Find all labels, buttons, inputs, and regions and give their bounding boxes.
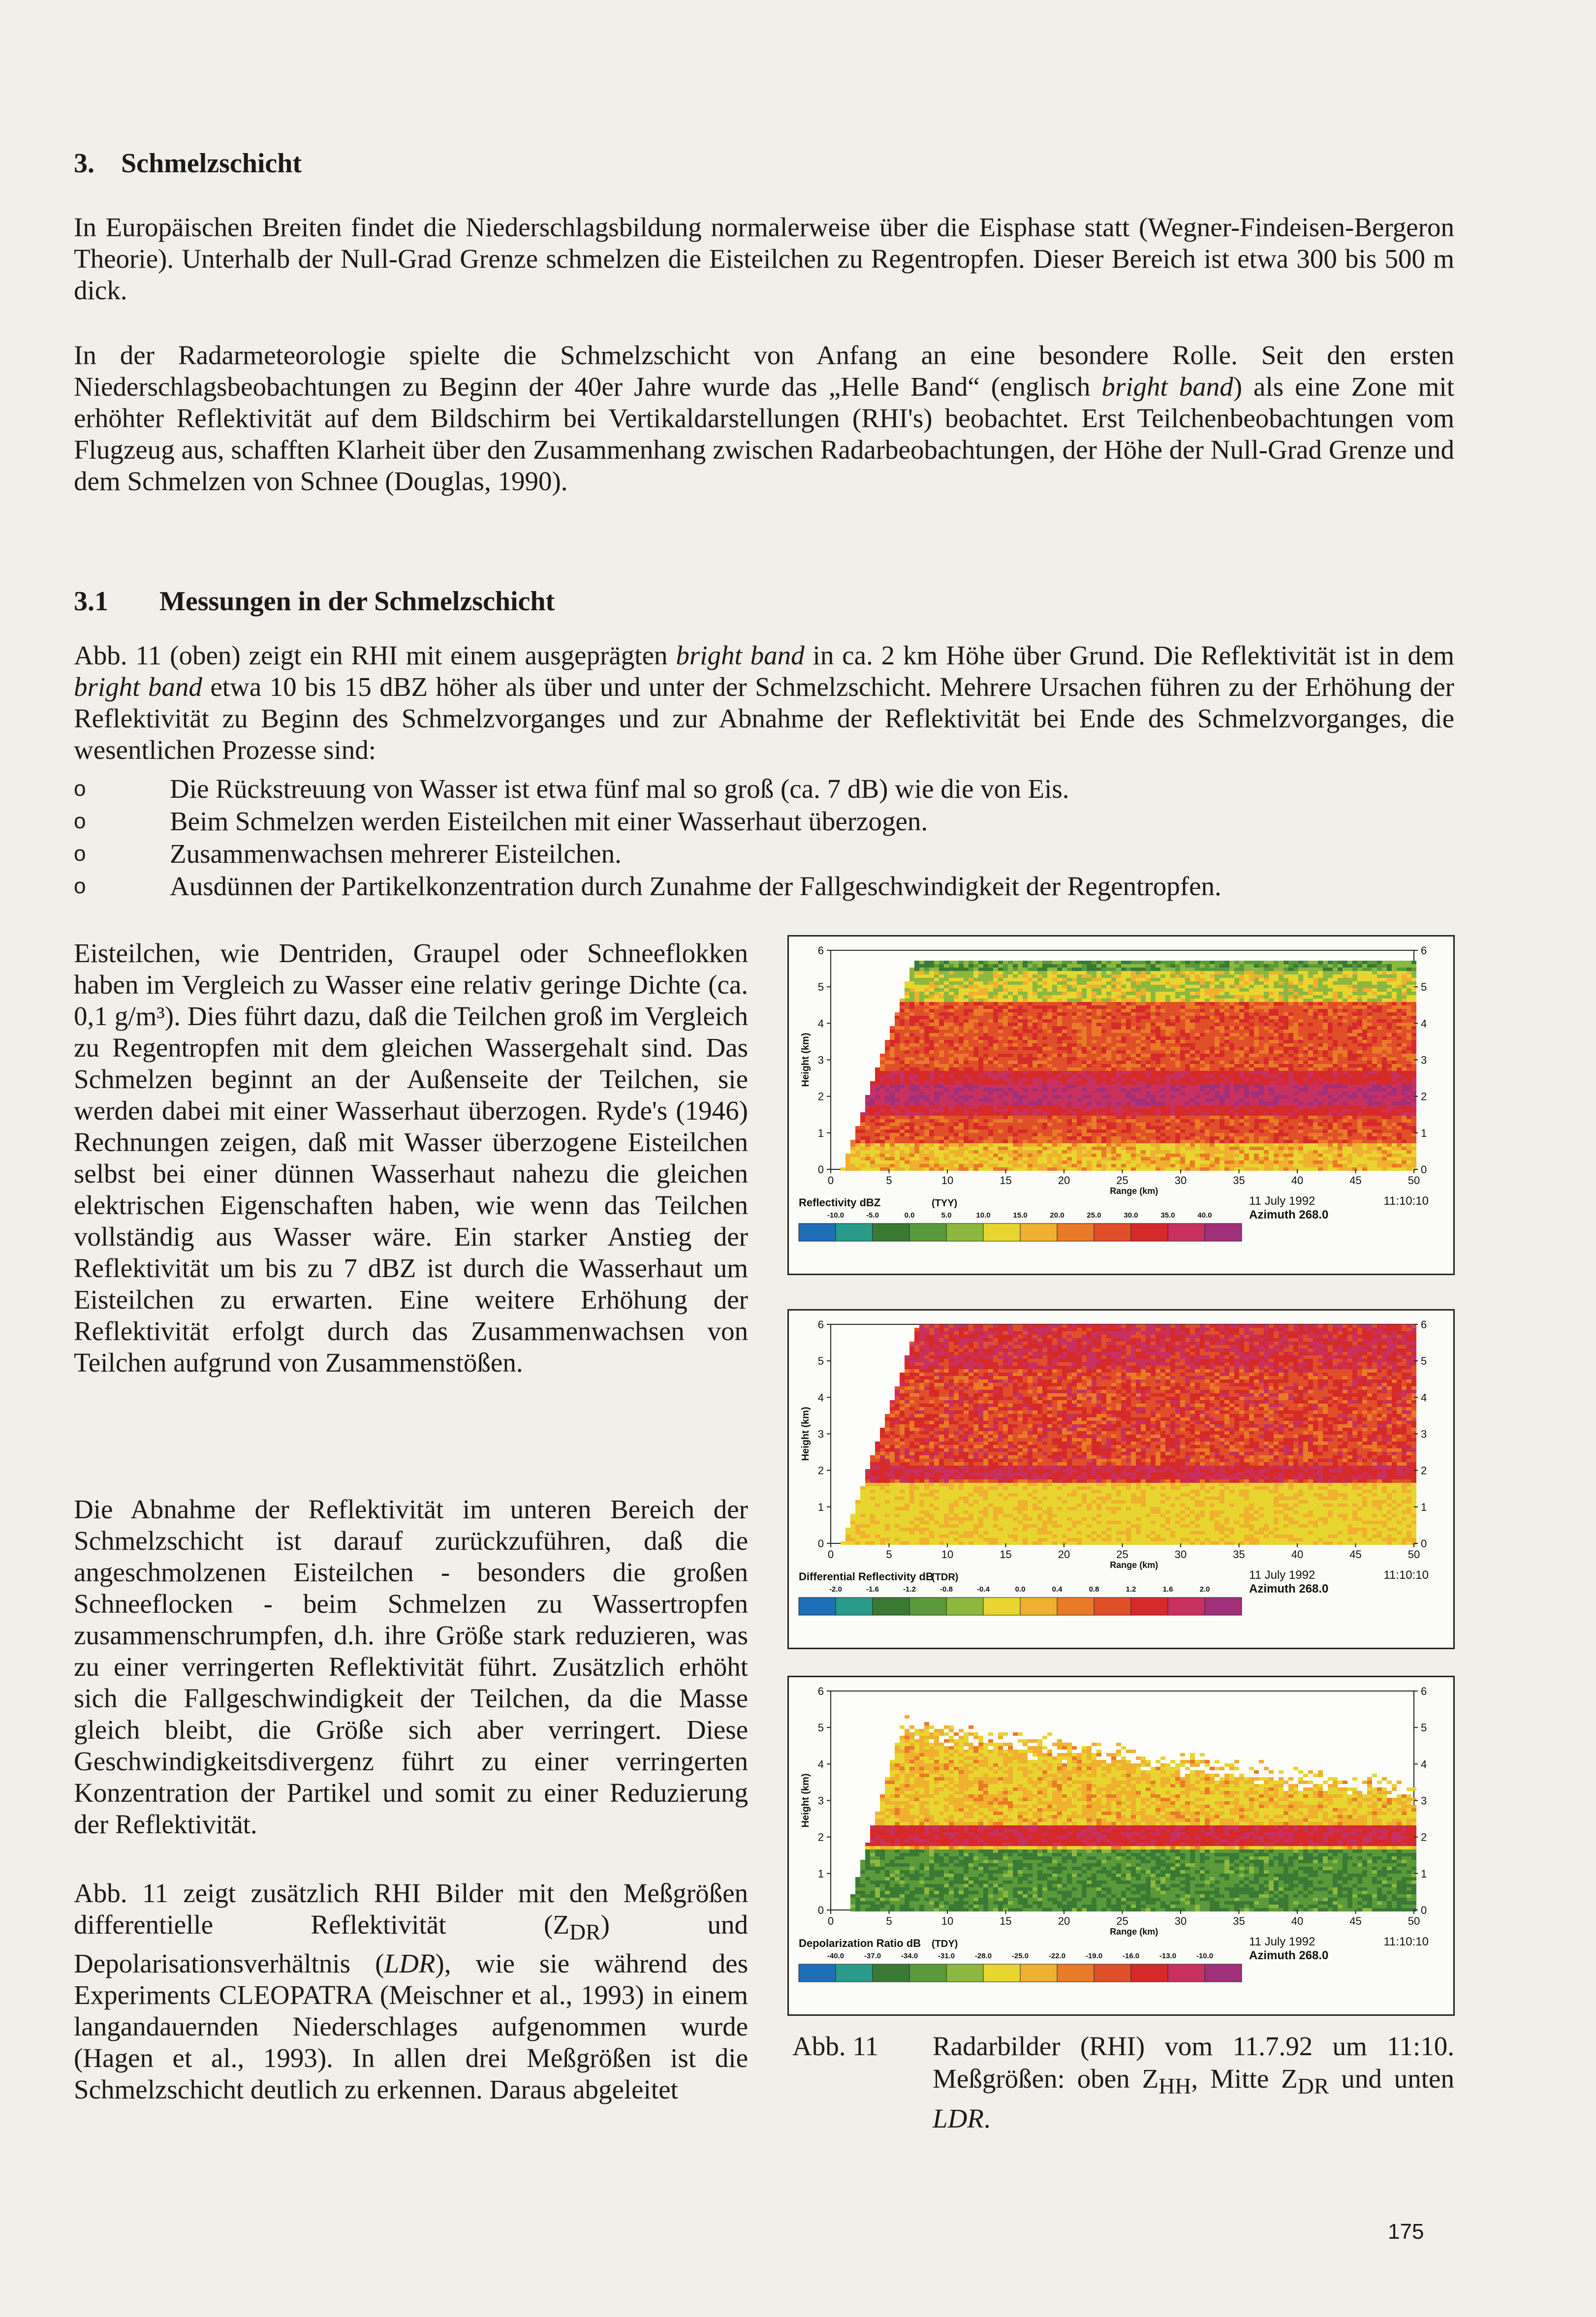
azimuth-label: Azimuth 268.0 [1249,1208,1329,1221]
date-label: 11 July 1992 [1249,1568,1315,1582]
x-tick-label: 45 [1349,1915,1362,1927]
y-tick-label: 6 [1421,1318,1427,1331]
scale-label: 35.0 [1160,1211,1175,1220]
scale-label: -19.0 [1085,1952,1103,1960]
color-scale-swatch [836,1223,873,1241]
color-scale-swatch [836,1964,873,1982]
color-scale-swatch [983,1964,1020,1982]
scale-label: 2.0 [1199,1585,1210,1594]
y-tick-label: 5 [817,1355,824,1368]
x-tick-label: 10 [941,1548,954,1561]
y-tick-label: 6 [817,944,824,957]
quantity-code: (TDR) [932,1572,959,1583]
color-scale-swatch [1205,1223,1242,1241]
scale-label: 30.0 [1124,1211,1138,1220]
radar-echo-field [841,1324,1416,1545]
scale-label: 20.0 [1050,1211,1064,1220]
x-tick-label: 50 [1408,1548,1420,1561]
color-scale-swatch [1168,1597,1205,1615]
y-tick-label: 5 [1421,1355,1427,1368]
y-tick-label: 4 [1421,1758,1427,1771]
scale-label: -10.0 [827,1211,845,1220]
scale-label: -10.0 [1196,1952,1214,1960]
y-tick-label: 1 [1421,1867,1427,1880]
scale-label: -40.0 [827,1952,845,1960]
x-tick-label: 15 [1000,1548,1012,1561]
list-item: o Zusammenwachsen mehrerer Eisteilchen. [74,838,1452,870]
scale-label: -16.0 [1122,1952,1140,1960]
x-axis-label: Range (km) [1110,1186,1158,1196]
scale-label: -34.0 [901,1952,918,1960]
y-tick-label: 3 [1421,1428,1427,1440]
y-tick-label: 6 [1421,1685,1427,1697]
caption-text: Radarbilder (RHI) vom 11.7.92 um 11:10. Meßgrößen: oben $Z_{HH}$, Mitte $Z_{DR}$ und unten LDR. [933,2031,1454,2133]
x-tick-label: 40 [1291,1548,1304,1561]
date-label: 11 July 1992 [1249,1935,1315,1948]
color-scale-bar [799,1964,1242,1982]
subsection-number: 3.1 [74,586,108,617]
x-tick-label: 5 [886,1174,892,1187]
subsection-paragraph-4: Abb. 11 zeigt zusätzlich RHI Bilder mit den Meßgrößen differentielle Reflektivität $(Z_{DR})$ und Depolarisationsverhältnis (LDR), wie sie während des Experiments CLEOPATRA (Meischner et al., 1993) in einem langandauernden Niederschlages aufgenommen wurde (Hagen et al., 1993). In allen drei Meßgrößen ist die Schmelzschicht deutlich zu erkennen. Daraus abgeleitet [74,1878,749,2104]
x-tick-label: 15 [1000,1915,1012,1927]
radar-rhi-differential-reflectivity [789,1311,1453,1648]
y-tick-label: 2 [817,1090,824,1103]
y-tick-label: 2 [1421,1464,1427,1477]
color-scale-swatch [799,1223,836,1241]
color-scale-swatch [1020,1223,1057,1241]
y-tick-label: 1 [1421,1501,1427,1513]
scale-label: 15.0 [1013,1211,1028,1220]
y-tick-label: 5 [817,1722,824,1734]
scale-label: -25.0 [1011,1952,1029,1960]
color-scale-swatch [873,1964,909,1982]
y-tick-label: 0 [1421,1537,1427,1550]
scale-label: -2.0 [829,1585,842,1594]
color-scale-swatch [1168,1223,1205,1241]
x-tick-label: 40 [1291,1915,1304,1927]
y-tick-label: 4 [1421,1391,1427,1404]
y-tick-label: 1 [817,1501,824,1513]
scale-label: -1.2 [903,1585,916,1594]
x-tick-label: 25 [1116,1915,1128,1927]
color-scale-swatch [799,1964,836,1982]
list-item: o Die Rückstreuung von Wasser ist etwa fünf mal so groß (ca. 7 dB) wie die von Eis. [74,773,1452,805]
bullet-marker: o [74,809,86,833]
scale-label: 1.2 [1126,1585,1136,1594]
x-tick-label: 35 [1233,1915,1245,1927]
y-tick-label: 0 [817,1537,824,1550]
x-tick-label: 35 [1233,1174,1245,1187]
scale-label: -13.0 [1159,1952,1177,1960]
x-tick-label: 25 [1116,1174,1128,1187]
color-scale-swatch [946,1223,983,1241]
color-scale-swatch [1205,1964,1242,1982]
quantity-label: Differential Reflectivity dB [799,1570,934,1583]
y-tick-label: 3 [817,1794,824,1807]
y-tick-label: 5 [1421,1722,1427,1734]
subsection-title: Messungen in der Schmelzschicht [159,586,555,617]
azimuth-label: Azimuth 268.0 [1249,1582,1329,1596]
color-scale-swatch [1057,1964,1094,1982]
radar-rhi-depolarization-ratio [789,1677,1453,2014]
y-axis-label: Height (km) [800,1773,811,1828]
subsection-paragraph-1: Abb. 11 (oben) zeigt ein RHI mit einem ausgeprägten bright band in ca. 2 km Höhe über Grund. Die Reflektivität ist in dem bright band etwa 10 bis 15 dBZ höher als über und unter der Schmelzschicht. Mehrere Ursachen führen zu der Erhöhung der Reflektivität zu Beginn des Schmelzvorganges und zur Abnahme der Reflektivität bei Ende des Schmelzvorganges, die wesentlichen Prozesse sind: [74,640,1455,765]
x-tick-label: 30 [1174,1174,1187,1187]
section-heading [74,148,302,179]
color-scale-bar [799,1223,1242,1241]
quantity-code: (TYY) [932,1198,958,1209]
y-tick-label: 0 [1421,1163,1427,1176]
color-scale-swatch [1057,1223,1094,1241]
section-paragraph-2: In der Radarmeteorologie spielte die Schmelzschicht von Anfang an eine besondere Rolle. Seit den ersten Niederschlagsbeobachtungen zu Beginn der 40er Jahre wurde das „Helle Band“ (englisch bright band) als eine Zone mit erhöhter Reflektivität auf dem Bildschirm bei Vertikaldarstellungen (RHI's) beobachtet. Erst Teilchenbeobachtungen vom Flugzeug aus, schafften Klarheit über den Zusammenhang zwischen Radarbeobachtungen, der Höhe der Null-Grad Grenze und dem Schmelzen von Schnee (Douglas, 1990). [74,340,1454,496]
color-scale-swatch [873,1223,909,1241]
color-scale-swatch [1057,1597,1094,1615]
x-tick-label: 25 [1116,1548,1128,1561]
subsection-heading [74,586,555,617]
color-scale-swatch [909,1223,946,1241]
scale-label: 10.0 [976,1211,991,1220]
color-scale-swatch [1020,1964,1057,1982]
radar-figure-zdr [787,1309,1455,1649]
x-tick-label: 0 [827,1915,834,1927]
color-scale-swatch [983,1223,1020,1241]
y-tick-label: 4 [817,1391,824,1404]
list-item: o Ausdünnen der Partikelkonzentration durch Zunahme der Fallgeschwindigkeit der Regentropfen. [74,870,1452,903]
x-tick-label: 0 [827,1548,834,1561]
y-tick-label: 5 [1421,981,1427,994]
color-scale-swatch [1131,1597,1168,1615]
quantity-label: Reflectivity dBZ [799,1196,881,1209]
caption-label: Abb. 11 [792,2031,879,2061]
subsection-paragraph-2: Eisteilchen, wie Dentriden, Graupel oder Schneeflokken haben im Vergleich zu Wasser eine relativ geringe Dichte (ca. 0,1 g/m³). Dies führt dazu, daß die Teilchen groß im Vergleich zu Regentropfen mit dem gleichen Wassergehalt sind. Das Schmelzen beginnt an der Außenseite der Teilchen, sie werden dabei mit einer Wasserhaut überzogen. Ryde's (1946) Rechnungen zeigen, daß mit Wasser überzogene Eisteilchen selbst bei einer dünnen Wasserhaut nahezu die gleichen elektrischen Eigenschaften haben, wie wenn das Teilchen vollständig aus Wasser wäre. Ein starker Anstieg der Reflektivität um bis zu 7 dBZ ist durch die Wasserhaut um Eisteilchen zu erwarten. Eine weitere Erhöhung der Reflektivität erfolgt durch das Zusammenwachsen von Teilchen aufgrund von Zusammenstößen. [74,938,748,1378]
section-paragraph-1: In Europäischen Breiten findet die Niederschlagsbildung normalerweise über die Eisphase statt (Wegner-Findeisen-Bergeron Theorie). Unterhalb der Null-Grad Grenze schmelzen die Eisteilchen zu Regentropfen. Dieser Bereich ist etwa 300 bis 500 m dick. [74,212,1454,305]
x-tick-label: 35 [1233,1548,1245,1561]
scale-label: 1.6 [1162,1585,1173,1594]
y-tick-label: 3 [1421,1794,1427,1807]
color-scale-swatch [1020,1597,1057,1615]
x-tick-label: 45 [1349,1174,1362,1187]
x-tick-label: 5 [886,1548,892,1561]
bullet-marker: o [74,874,86,898]
y-tick-label: 0 [817,1904,824,1916]
quantity-label: Depolarization Ratio dB [799,1937,921,1949]
scale-label: 0.4 [1052,1585,1063,1594]
y-tick-label: 6 [817,1318,824,1331]
x-tick-label: 0 [827,1174,834,1187]
x-tick-label: 30 [1174,1915,1187,1927]
x-tick-label: 40 [1291,1174,1304,1187]
color-scale-swatch [946,1964,983,1982]
y-tick-label: 4 [817,1758,824,1771]
color-scale-swatch [799,1597,836,1615]
scale-label: 40.0 [1197,1211,1212,1220]
radar-echo-field [841,961,1416,1171]
y-tick-label: 6 [817,1685,824,1697]
x-tick-label: 20 [1058,1548,1070,1561]
color-scale-swatch [873,1597,909,1615]
radar-figure-zhh [787,935,1455,1275]
time-label: 11:10:10 [1383,1568,1429,1582]
x-tick-label: 15 [1000,1174,1012,1187]
x-tick-label: 30 [1174,1548,1187,1561]
x-tick-label: 45 [1349,1548,1362,1561]
y-tick-label: 0 [1421,1904,1427,1916]
y-tick-label: 1 [1421,1127,1427,1139]
color-scale-bar [799,1597,1242,1615]
color-scale-swatch [1094,1597,1131,1615]
y-tick-label: 4 [817,1017,824,1030]
scale-label: -1.6 [866,1585,879,1594]
x-axis-label: Range (km) [1110,1560,1158,1570]
x-tick-label: 5 [886,1915,892,1927]
y-tick-label: 3 [1421,1054,1427,1066]
color-scale-swatch [983,1597,1020,1615]
scale-label: -37.0 [864,1952,881,1960]
x-tick-label: 20 [1058,1915,1070,1927]
subsection-paragraph-3: Die Abnahme der Reflektivität im unteren Bereich der Schmelzschicht ist darauf zurückzuführen, daß die angeschmolzenen Eisteilchen - besonders die großen Schneeflocken - beim Schmelzen zu Wassertropfen zusammenschrumpfen, d.h. ihre Größe stark reduzieren, was zu einer verringerten Reflektivität führt. Zusätzlich erhöht sich die Fallgeschwindigkeit der Teilchen, da die Masse gleich bleibt, die Größe sich aber verringert. Diese Geschwindigkeitsdivergenz führt zu einer verringerten Konzentration der Partikel und somit zu einer Reduzierung der Reflektivität. [74,1494,748,1839]
scale-label: 0.0 [1015,1585,1026,1594]
scale-label: 25.0 [1087,1211,1101,1220]
x-tick-label: 50 [1408,1915,1420,1927]
radar-figure-ldr [787,1676,1455,2016]
color-scale-swatch [1131,1964,1168,1982]
color-scale-swatch [1094,1964,1131,1982]
scale-label: 5.0 [941,1211,952,1220]
page-number: 175 [1388,2220,1424,2244]
y-tick-label: 2 [1421,1090,1427,1103]
color-scale-swatch [836,1597,873,1615]
y-tick-label: 2 [817,1831,824,1844]
y-axis-label: Height (km) [800,1407,811,1461]
y-tick-label: 1 [817,1867,824,1880]
color-scale-swatch [1205,1597,1242,1615]
scale-label: -28.0 [974,1952,992,1960]
y-tick-label: 6 [1421,944,1427,957]
process-list [74,773,1452,903]
scale-label: -5.0 [866,1211,879,1220]
date-label: 11 July 1992 [1249,1194,1315,1208]
color-scale-swatch [909,1964,946,1982]
x-tick-label: 10 [941,1915,954,1927]
color-scale-swatch [1131,1223,1168,1241]
x-axis-label: Range (km) [1110,1927,1158,1937]
y-tick-label: 1 [817,1127,824,1139]
color-scale-swatch [946,1597,983,1615]
color-scale-swatch [909,1597,946,1615]
y-axis-label: Height (km) [800,1033,811,1087]
azimuth-label: Azimuth 268.0 [1249,1949,1329,1962]
y-tick-label: 3 [817,1054,824,1066]
section-title: Schmelzschicht [121,148,302,179]
section-number: 3. [74,148,94,179]
list-item: o Beim Schmelzen werden Eisteilchen mit einer Wasserhaut überzogen. [74,805,1452,838]
scale-label: 0.0 [904,1211,915,1220]
color-scale-swatch [1168,1964,1205,1982]
bullet-marker: o [74,842,86,866]
quantity-code: (TDY) [932,1939,958,1949]
bullet-marker: o [74,777,86,801]
y-tick-label: 4 [1421,1017,1427,1030]
y-tick-label: 5 [817,981,824,994]
scale-label: 0.8 [1089,1585,1099,1594]
scale-label: -0.4 [977,1585,990,1594]
scale-label: -31.0 [938,1952,955,1960]
time-label: 11:10:10 [1383,1935,1429,1948]
x-tick-label: 10 [941,1174,954,1187]
y-tick-label: 2 [1421,1831,1427,1844]
x-tick-label: 50 [1408,1174,1420,1187]
y-tick-label: 0 [817,1163,824,1176]
time-label: 11:10:10 [1383,1194,1429,1208]
radar-rhi-reflectivity [789,937,1453,1274]
scale-label: -22.0 [1048,1952,1066,1960]
x-tick-label: 20 [1058,1174,1070,1187]
scale-label: -0.8 [940,1585,953,1594]
color-scale-swatch [1094,1223,1131,1241]
y-tick-label: 3 [817,1428,824,1440]
y-tick-label: 2 [817,1464,824,1477]
